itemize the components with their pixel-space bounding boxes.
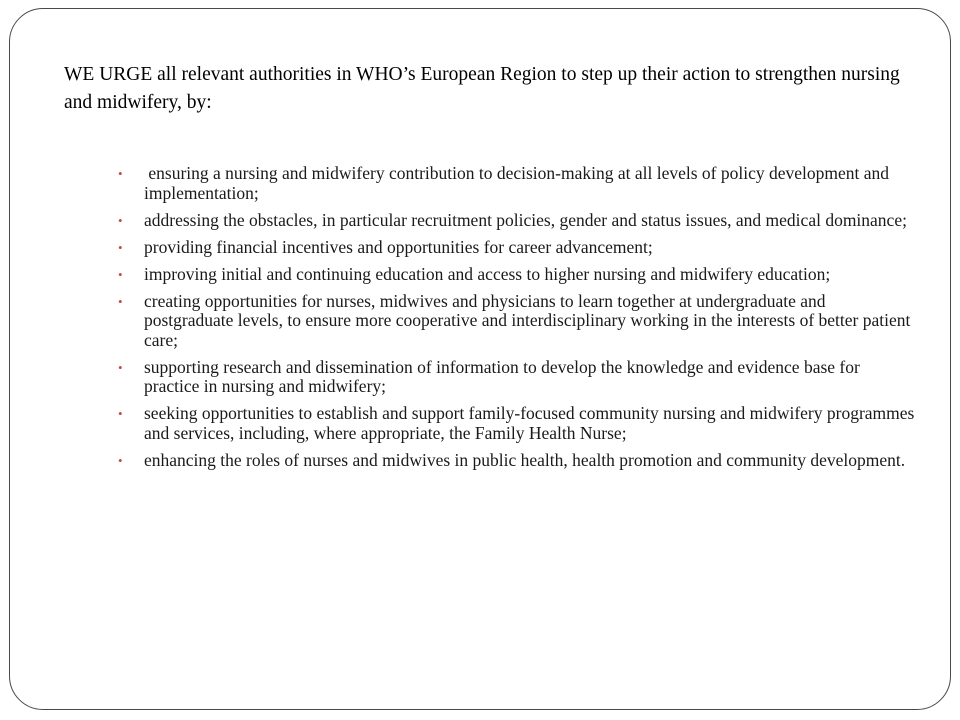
bullet-text: supporting research and dissemination of information to develop the knowledge and evidence base for practice in nursing and midwifery; [144,356,860,396]
bullet-marker: • [118,452,123,468]
bullet-text: enhancing the roles of nurses and midwives in public health, health promotion and community development. [144,449,906,470]
bullet-text: addressing the obstacles, in particular recruitment policies, gender and status issues, and medical dominance; [144,209,907,230]
bullet-item [118,451,918,471]
bullet-text: providing financial incentives and opportunities for career advancement; [144,236,653,257]
bullet-item [118,358,918,397]
bullet-item [118,164,918,203]
bullet-marker: • [118,266,123,282]
bullet-item [118,404,918,443]
bullet-marker: • [118,166,123,181]
bullet-item [118,238,918,258]
bullet-item [118,211,918,231]
bullet-text: improving initial and continuing education and access to higher nursing and midwifery education; [144,263,831,284]
slide-heading: WE URGE all relevant authorities in WHO’s European Region to step up their action to strengthen nursing and midwifery, by: [64,64,900,113]
bullet-marker: • [118,293,123,309]
bullet-text: seeking opportunities to establish and support family-focused community nursing and midwifery programmes and services, including, where appropriate, the Family Health Nurse; [144,403,915,443]
slide-frame [9,8,951,710]
bullet-list [118,164,918,478]
bullet-marker: • [118,359,123,375]
bullet-marker: • [118,406,123,421]
bullet-marker: • [118,239,123,255]
bullet-text: ensuring a nursing and midwifery contribution to decision-making at all levels of policy development and implementation; [144,163,894,203]
bullet-marker: • [118,212,123,228]
bullet-item [118,292,918,351]
bullet-text: creating opportunities for nurses, midwives and physicians to learn together at undergraduate and postgraduate levels, to ensure more cooperative and interdisciplinary working in the interests of better patient care; [144,290,911,350]
bullet-item [118,265,918,285]
